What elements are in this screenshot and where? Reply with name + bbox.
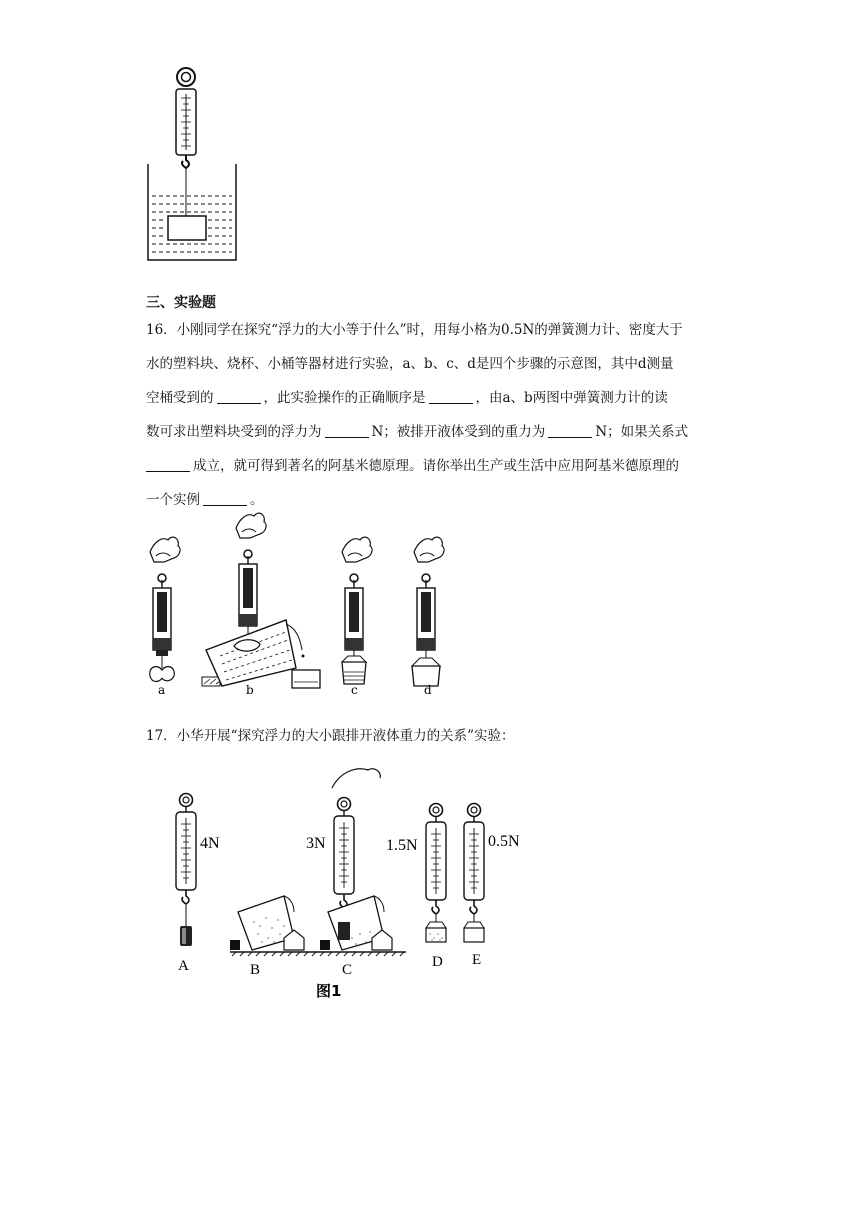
figure-label-D: D [432,954,443,970]
q16-line-1: 16．小刚同学在探究“浮力的大小等于什么”时，用每小格为0.5N的弹簧测力计、密度大于 [146,322,683,338]
figure-label-C: C [342,962,353,978]
figure-label-d: d [424,683,432,697]
figure-label-a: a [158,683,166,697]
q16-line-4: 数可求出塑料块受到的浮力为 N；被排开液体受到的重力为 N；如果关系式 [146,424,689,440]
q16-line-6: 一个实例 。 [146,492,264,508]
q16-line-2: 水的塑料块、烧杯、小桶等器材进行实验，a、b、c、d是四个步骤的示意图，其中d测量 [146,356,674,372]
answer-blank[interactable] [217,389,261,404]
q16-line-3: 空桶受到的 ，此实验操作的正确顺序是 ，由a、b两图中弹簧测力计的读 [146,390,668,406]
answer-blank[interactable] [146,457,190,472]
figure-label-A: A [178,958,189,974]
reading-C: 3N [306,835,326,852]
q16-figure [136,520,466,695]
section-title: 三、实验题 [146,295,216,311]
q17-figure [160,762,540,1002]
answer-blank[interactable] [429,389,473,404]
figure-caption: 图1 [316,982,342,1000]
top-figure [140,64,250,264]
reading-E: 0.5N [488,833,520,850]
answer-blank[interactable] [548,423,592,438]
figure-label-E: E [472,952,482,968]
figure-label-b: b [246,683,254,697]
figure-label-B: B [250,962,261,978]
answer-blank[interactable] [203,491,247,506]
q16-line-5: 成立，就可得到著名的阿基米德原理。请你举出生产或生活中应用阿基米德原理的 [146,456,679,476]
figure-label-c: c [351,683,358,697]
answer-blank[interactable] [325,423,369,438]
q17-text: 17．小华开展“探究浮力的大小跟排开液体重力的关系”实验： [146,728,515,744]
reading-A: 4N [200,835,220,852]
reading-D: 1.5N [386,837,418,854]
